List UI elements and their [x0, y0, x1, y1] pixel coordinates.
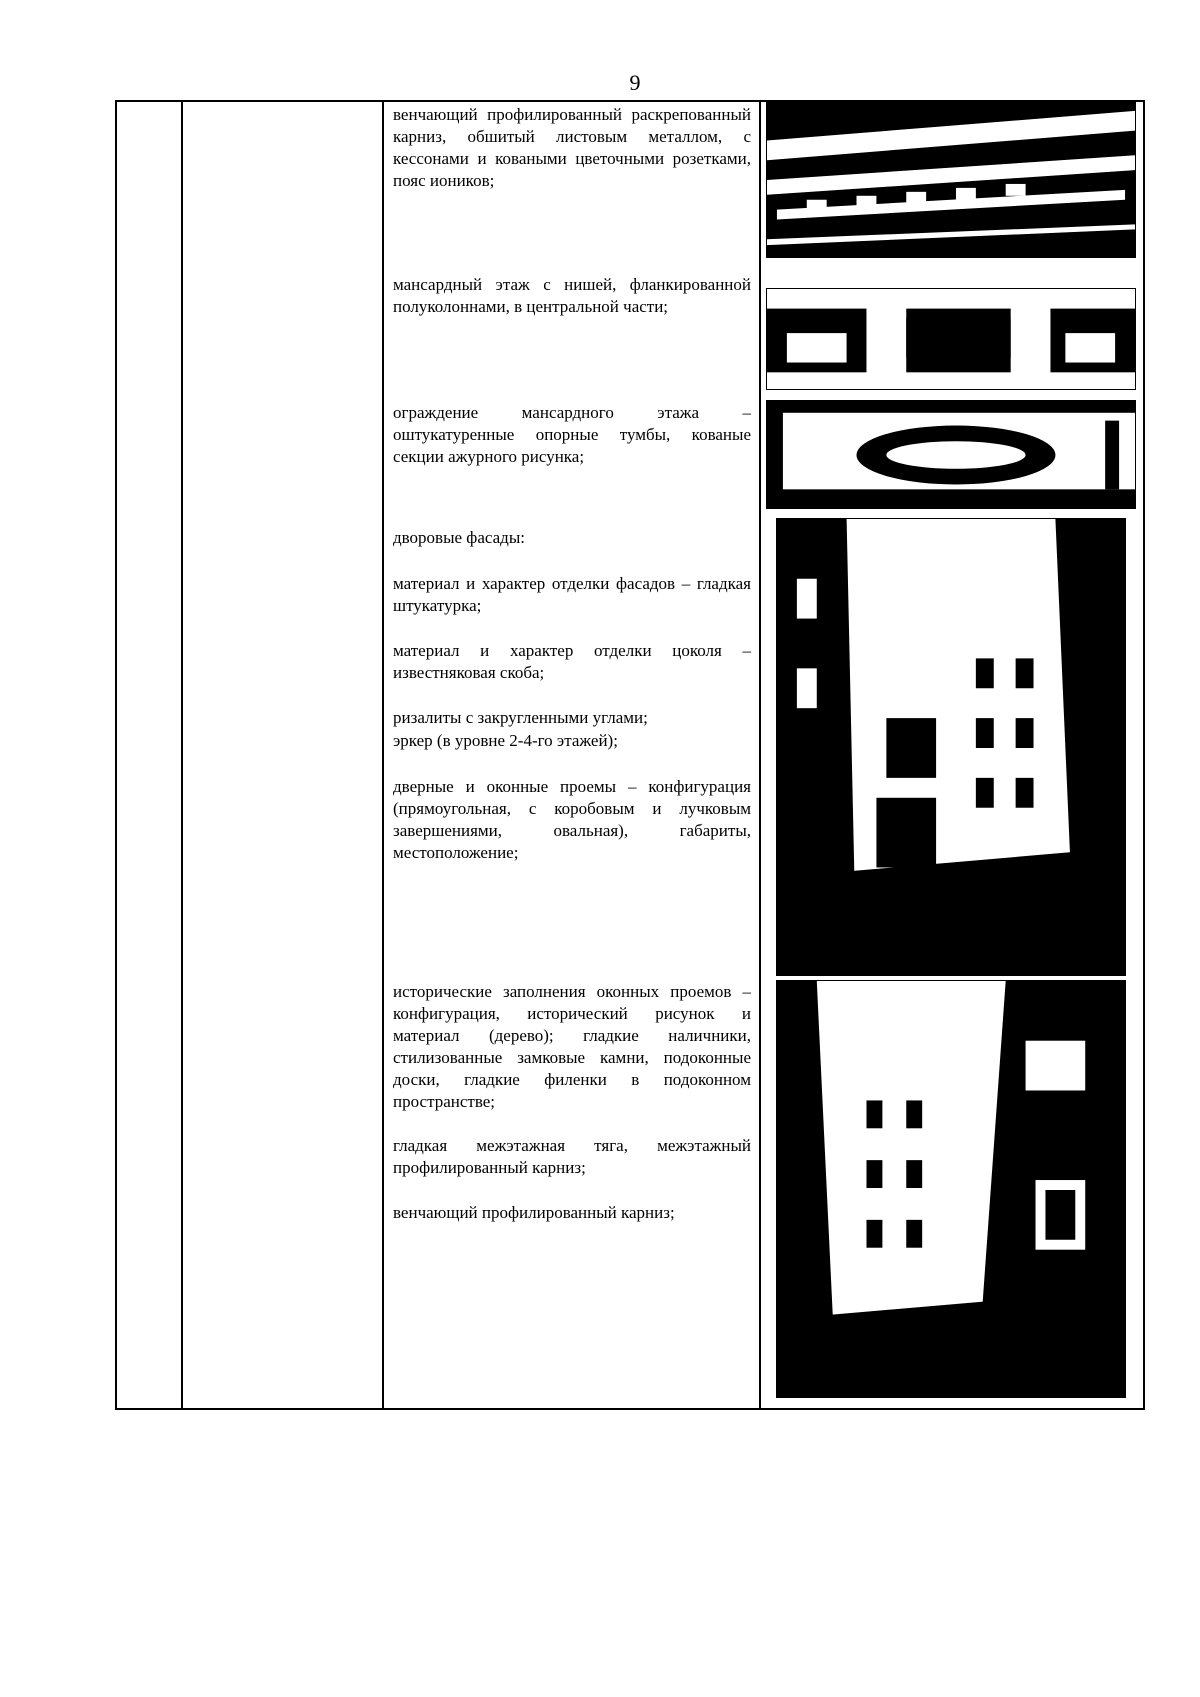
column-divider-3 [759, 102, 761, 1408]
courtyard-facade-photo-2 [776, 980, 1126, 1398]
text-entry: гладкая межэтажная тяга, межэтажный профилированный карниз; [393, 1136, 751, 1177]
column-divider-2 [382, 102, 384, 1408]
text-block [393, 640, 751, 684]
text-block [393, 104, 751, 192]
text-block [393, 776, 751, 864]
cornice-photo [766, 100, 1136, 258]
text-block [393, 402, 751, 468]
courtyard-facade-photo-1 [776, 518, 1126, 976]
text-block [393, 707, 751, 729]
text-entry: ограждение мансардного этажа – оштукатуренные опорные тумбы, кованые секции ажурного рисунка; [393, 403, 751, 466]
text-entry: венчающий профилированный раскрепованный карниз, обшитый листовым металлом, с кессонами и коваными цветочными розетками, пояс иоников; [393, 105, 751, 190]
text-entry: венчающий профилированный карниз; [393, 1203, 675, 1222]
mansard-niche-photo [766, 288, 1136, 390]
text-block [393, 981, 751, 1113]
text-block [393, 573, 751, 617]
text-entry: дворовые фасады: [393, 528, 525, 547]
text-block [393, 730, 751, 752]
text-entry: материал и характер отделки цоколя – известняковая скоба; [393, 641, 751, 682]
page-number: 9 [629, 70, 641, 95]
text-block [393, 1202, 751, 1224]
text-entry: исторические заполнения оконных проемов – конфигурация, исторический рисунок и материал (дерево); гладкие наличники, стилизованные замковые камни, подоконные доски, гладкие филенки в подоконном пространстве; [393, 982, 751, 1111]
text-block [393, 1135, 751, 1179]
mansard-railing-photo [766, 400, 1136, 509]
text-entry: ризалиты с закругленными углами; [393, 708, 648, 727]
text-block [393, 527, 751, 549]
text-entry: эркер (в уровне 2-4-го этажей); [393, 731, 618, 750]
text-entry: мансардный этаж с нишей, фланкированной полуколоннами, в центральной части; [393, 275, 751, 316]
text-entry: дверные и оконные проемы – конфигурация (прямоугольная, с коробовым и лучковым завершениями, овальная), габариты, местоположение; [393, 777, 751, 862]
text-entry: материал и характер отделки фасадов – гладкая штукатурка; [393, 574, 751, 615]
column-divider-1 [181, 102, 183, 1408]
text-block [393, 274, 751, 318]
